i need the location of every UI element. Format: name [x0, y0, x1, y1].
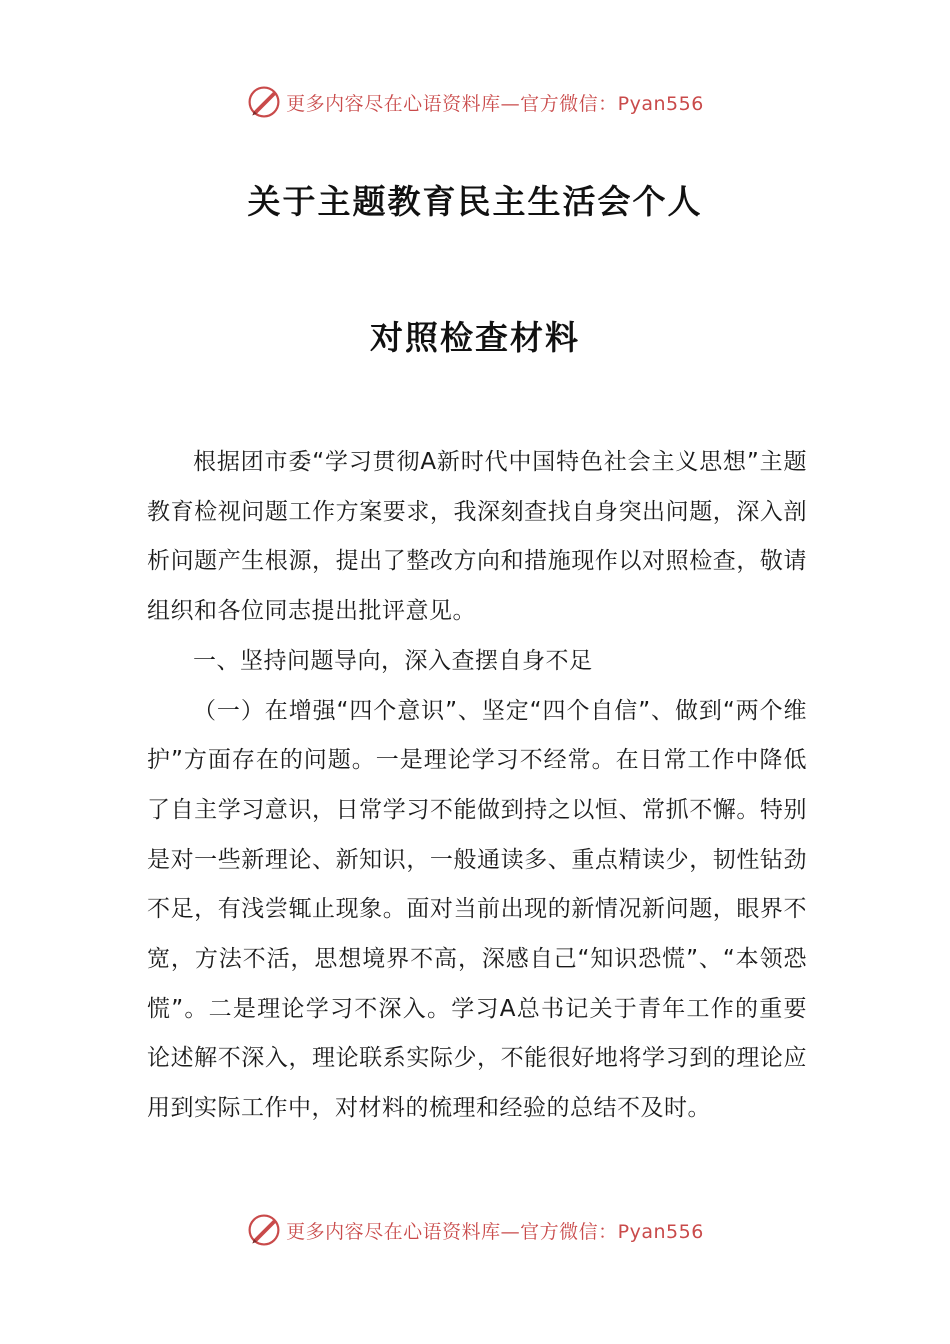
watermark-text: 更多内容尽在心语资料库—官方微信：Pyan556 — [286, 92, 704, 115]
pen-circle-logo-icon — [246, 1212, 282, 1248]
header-watermark-banner — [0, 82, 950, 122]
section-heading-1: 一、坚持问题导向，深入查摆自身不足 — [193, 647, 593, 674]
paragraph-intro: 根据团市委“学习贯彻A新时代中国特色社会主义思想”主题教育检视问题工作方案要求，我深刻查找自身突出问题，深入剖析问题产生根源，提出了整改方向和措施现作以对照检查，敬请组织和各位同志提出批评意见。 — [147, 449, 807, 625]
paragraph-section-1-1: （一）在增强“四个意识”、坚定“四个自信”、做到“两个维护”方面存在的问题。一是理论学习不经常。在日常工作中降低了自主学习意识，日常学习不能做到持之以恒、常抓不懈。特别是对一些新理论、新知识，一般通读多、重点精读少，韧性钻劲不足，有浅尝辄止现象。面对当前出现的新情况新问题，眼界不宽，方法不活，思想境界不高，深感自己“知识恐慌”、“本领恐慌”。二是理论学习不深入。学习A总书记关于青年工作的重要论述解不深入，理论联系实际少，不能很好地将学习到的理论应用到实际工作中，对材料的梳理和经验的总结不及时。 — [147, 697, 807, 1122]
wechat-id: Pyan556 — [617, 92, 704, 115]
wechat-id: Pyan556 — [617, 1220, 704, 1243]
footer-watermark-banner — [0, 1210, 950, 1250]
document-title-line-1: 关于主题教育民主生活会个人 — [247, 182, 703, 221]
document-body — [147, 438, 807, 1134]
watermark-text: 更多内容尽在心语资料库—官方微信：Pyan556 — [286, 1220, 704, 1243]
document-title-line-2: 对照检查材料 — [370, 318, 580, 357]
pen-circle-logo-icon — [246, 84, 282, 120]
